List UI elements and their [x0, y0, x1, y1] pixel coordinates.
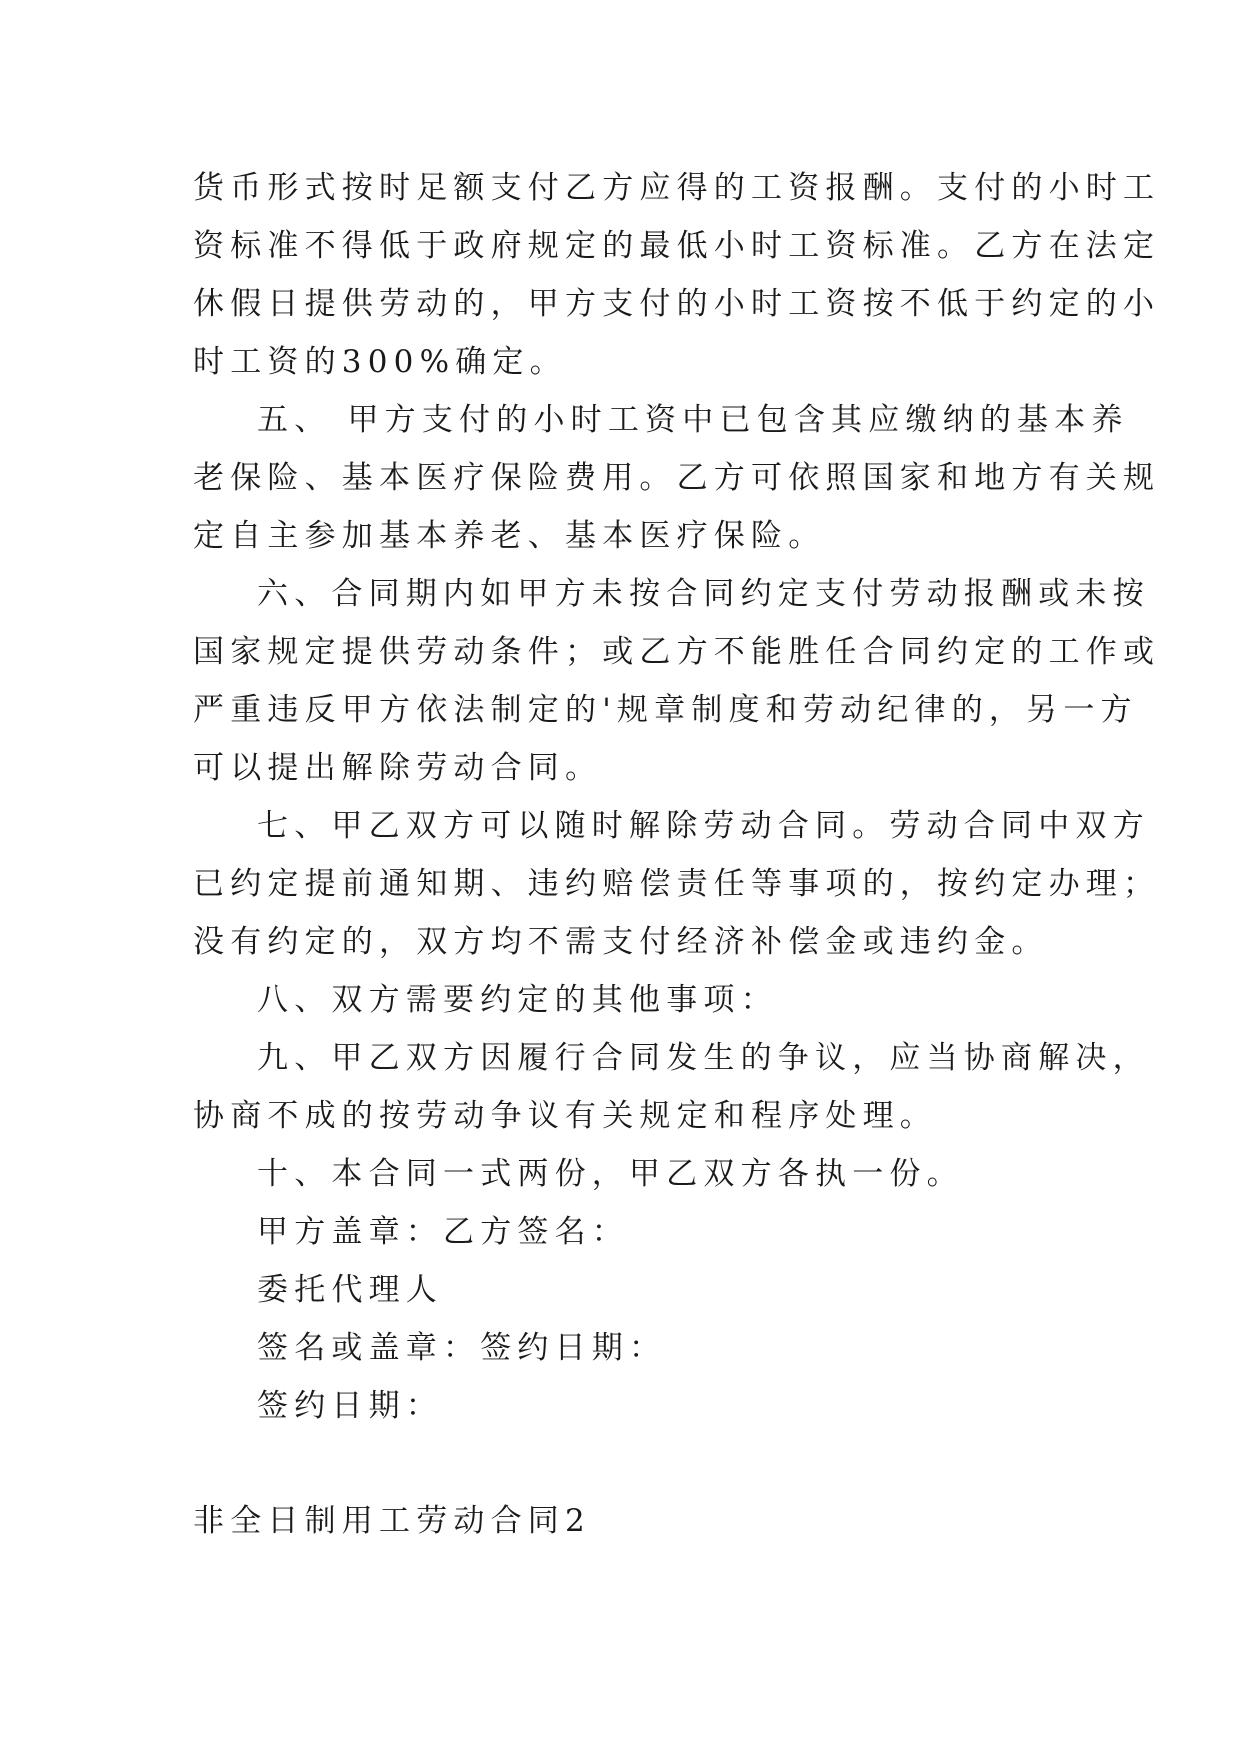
- clause-5-line-2: 老保险、基本医疗保险费用。乙方可依照国家和地方有关规: [193, 460, 1161, 496]
- clause-9-line-2: 协商不成的按劳动争议有关规定和程序处理。: [193, 1098, 937, 1134]
- text-line-1: 货币形式按时足额支付乙方应得的工资报酬。支付的小时工: [193, 170, 1161, 206]
- clause-8: 八、双方需要约定的其他事项：: [257, 982, 778, 1018]
- next-contract-title: 非全日制用工劳动合同2: [193, 1503, 591, 1539]
- text-line-3: 休假日提供劳动的，甲方支付的小时工资按不低于约定的小: [193, 286, 1161, 322]
- clause-10: 十、本合同一式两份，甲乙双方各执一份。: [257, 1156, 964, 1192]
- text-line-2: 资标准不得低于政府规定的最低小时工资标准。乙方在法定: [193, 228, 1161, 264]
- signature-seal-date: 签名或盖章：签约日期：: [257, 1330, 667, 1366]
- signature-date: 签约日期：: [257, 1388, 443, 1424]
- clause-6-line-2: 国家规定提供劳动条件；或乙方不能胜任合同约定的工作或: [193, 634, 1161, 670]
- clause-7-line-3: 没有约定的，双方均不需支付经济补偿金或违约金。: [193, 924, 1049, 960]
- clause-6-line-1: 六、合同期内如甲方未按合同约定支付劳动报酬或未按: [257, 576, 1150, 612]
- clause-7-line-1: 七、甲乙双方可以随时解除劳动合同。劳动合同中双方: [257, 808, 1150, 844]
- signature-agent: 委托代理人: [257, 1272, 443, 1308]
- clause-9-line-1: 九、甲乙双方因履行合同发生的争议，应当协商解决，: [257, 1040, 1150, 1076]
- clause-6-line-4: 可以提出解除劳动合同。: [193, 750, 603, 786]
- clause-5-line-1: 五、 甲方支付的小时工资中已包含其应缴纳的基本养: [257, 402, 1129, 438]
- signature-party-a-b: 甲方盖章：乙方签名：: [257, 1214, 629, 1250]
- clause-7-line-2: 已约定提前通知期、违约赔偿责任等事项的，按约定办理；: [193, 866, 1161, 902]
- clause-5-line-3: 定自主参加基本养老、基本医疗保险。: [193, 518, 826, 554]
- text-line-4: 时工资的300%确定。: [193, 344, 567, 380]
- clause-6-line-3: 严重违反甲方依法制定的'规章制度和劳动纪律的，另一方: [193, 692, 1138, 728]
